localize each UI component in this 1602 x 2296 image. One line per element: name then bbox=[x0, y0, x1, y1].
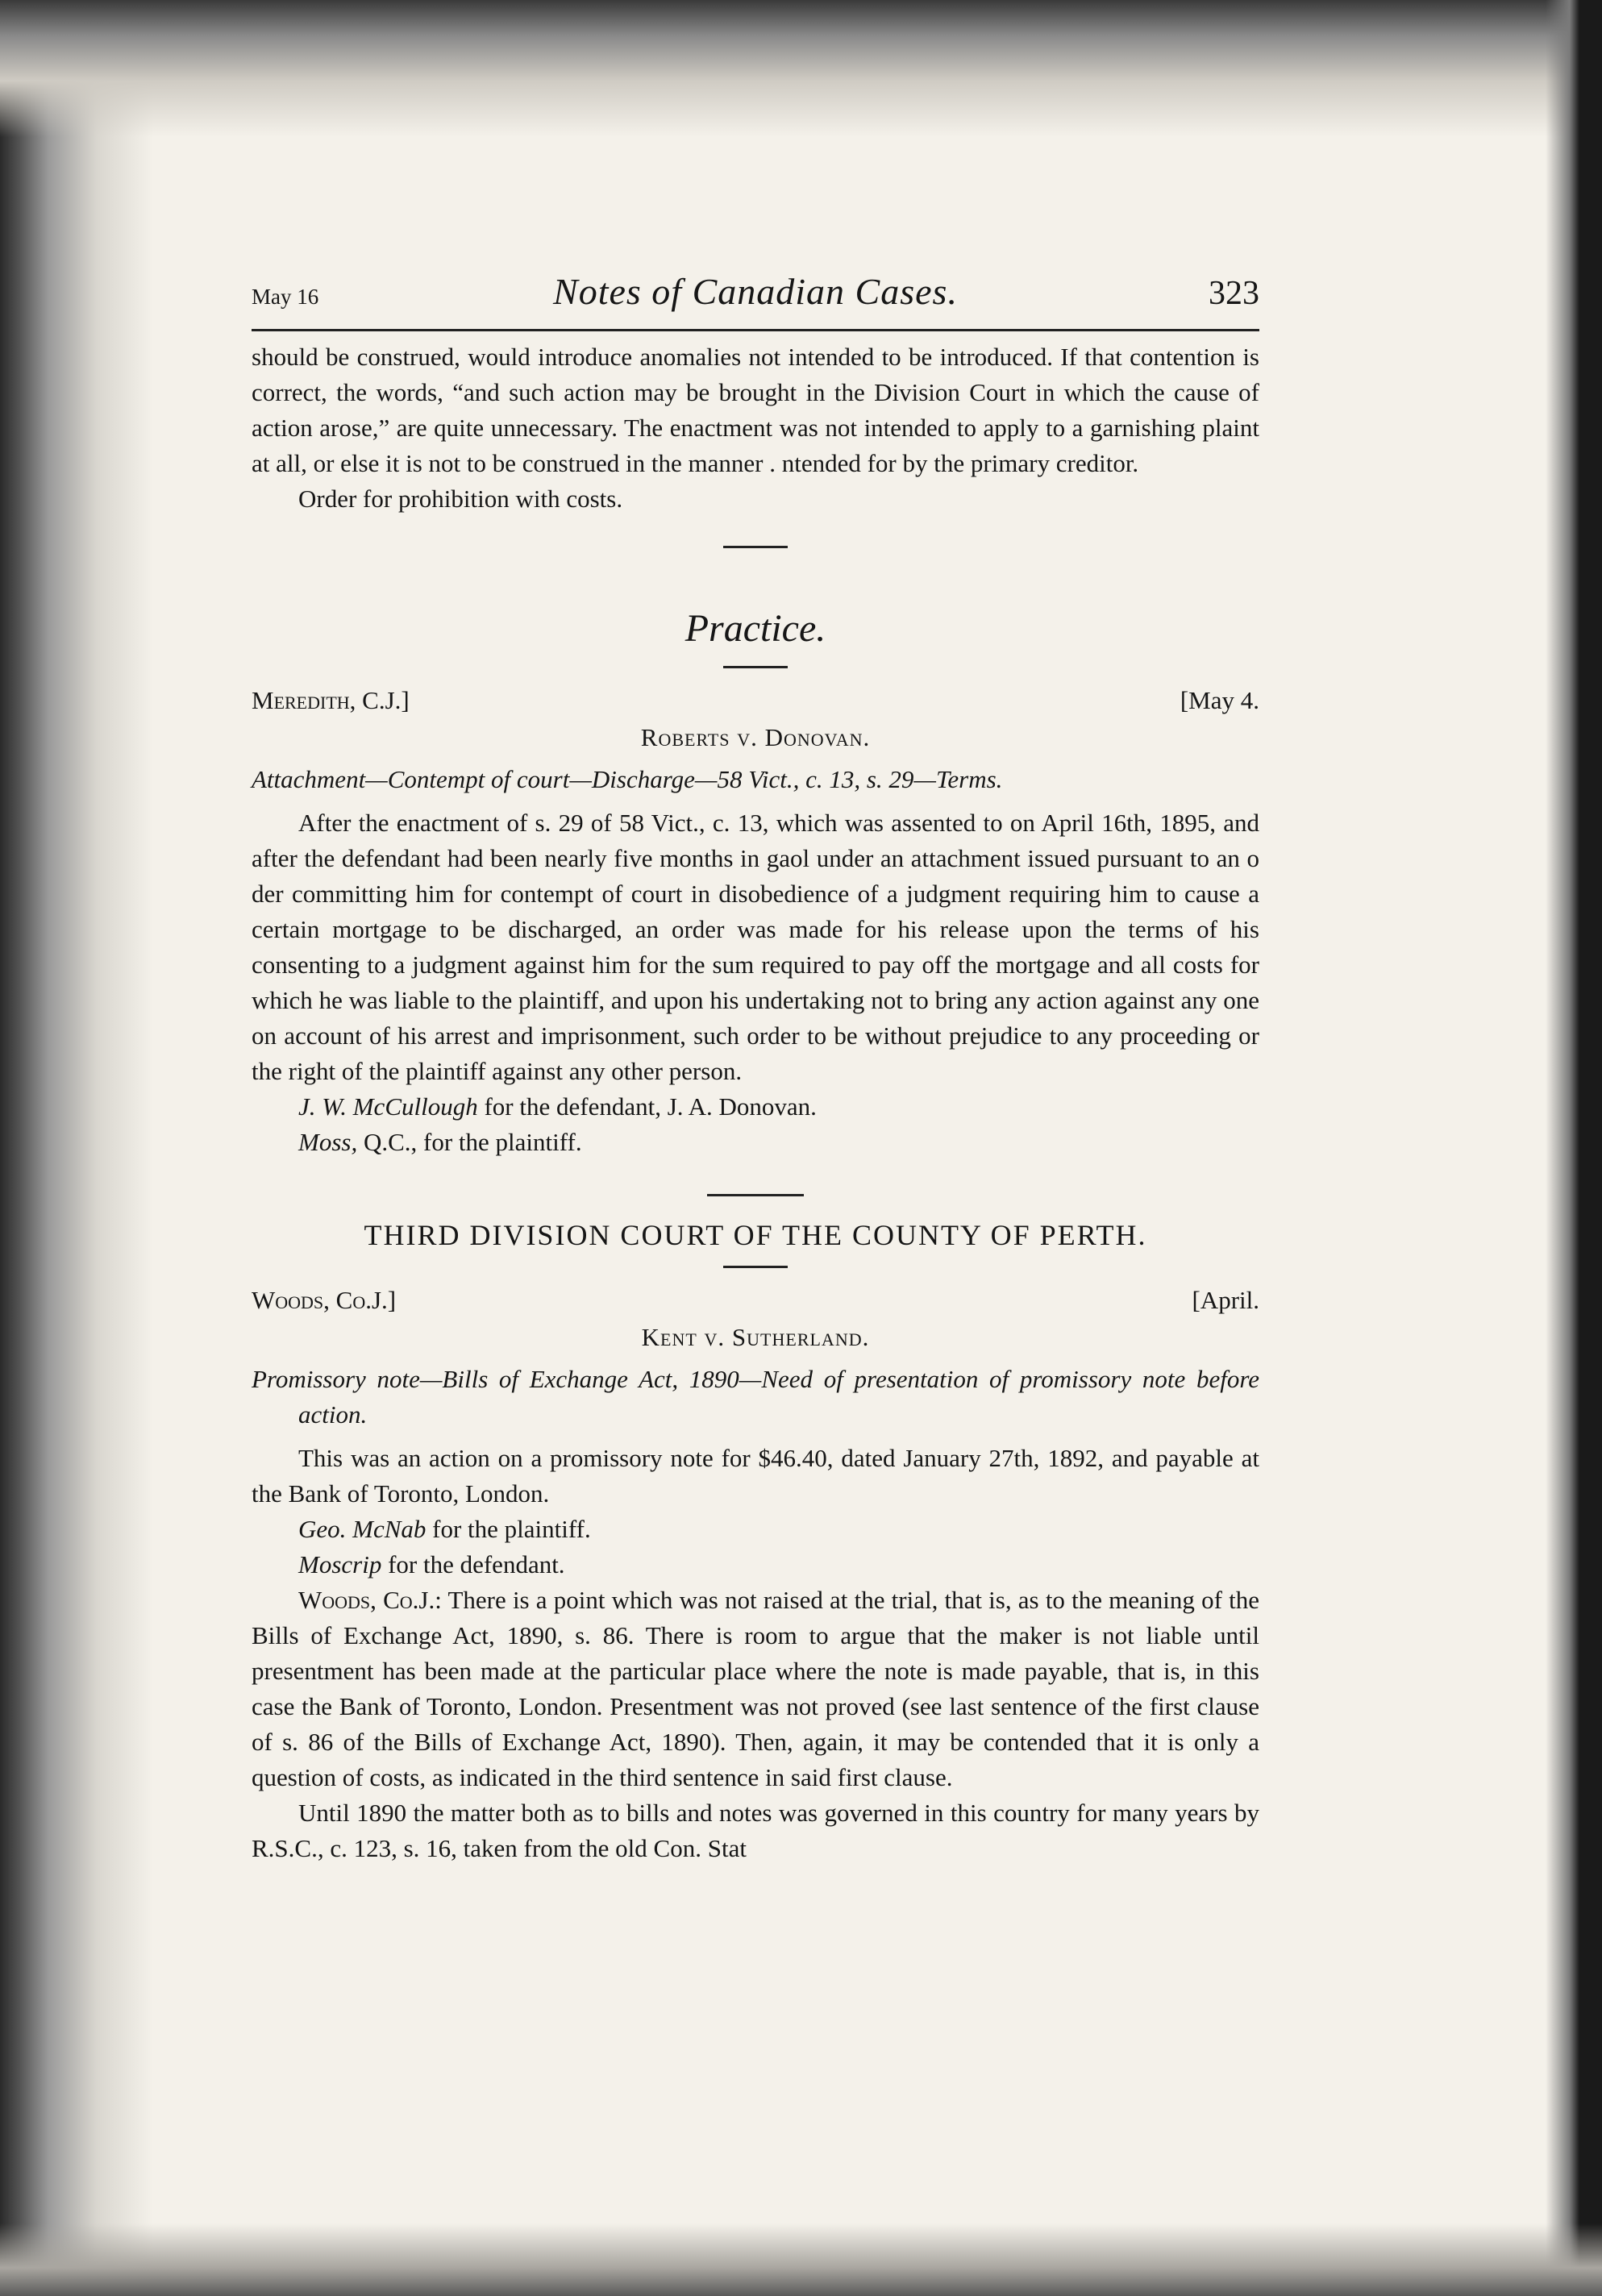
court-title: THIRD DIVISION COURT OF THE COUNTY OF PERTH. bbox=[364, 1219, 1147, 1251]
case-paragraph: This was an action on a promissory note for $46.40, dated January 27th, 1892, and payable at the Bank of Toronto, London. bbox=[252, 1444, 1259, 1508]
judgment-paragraph bbox=[252, 1583, 1259, 1795]
counsel-line bbox=[252, 1547, 1259, 1583]
case-paragraph: Until 1890 the matter both as to bills and notes was governed in this country for many years by R.S.C., c. 123, s. 16, taken from the old Con. Stat bbox=[252, 1799, 1259, 1862]
judge-line bbox=[252, 683, 1259, 718]
case-body: After the enactment of s. 29 of 58 Vict., c. 13, which was assented to on April 16th, 1895, and after the defendant had been nearly five months in gaol under an attachment issued pursuant to an o der committing him for contempt of court in disobedience of a judgment requiring him to cause a certain mortgage to be discharged, an order was made for his release upon the terms of his consenting to a judgment against him for the sum required to pay off the mortgage and all costs for which he was liable to the plaintiff, and upon his undertaking not to bring any action against any one on account of his arrest and imprisonment, such order to be without prejudice to any proceeding or the right of the plaintiff against any other person. bbox=[252, 809, 1259, 1085]
judgment-text: : There is a point which was not raised at the trial, that is, as to the meaning of the Bills of Exchange Act, 1890, s. 86. There is room to argue that the maker is not liable until presentment has been made at the particular place where the note is made payable, that is, in this case the Bank of Toronto, London. Presentment was not proved (see last sentence of the first clause of s. 86 of the Bills of Exchange Act, 1890). Then, again, it may be contended that it is only a question of costs, as indicated in the third sentence in said first clause. bbox=[252, 1586, 1259, 1791]
decision-date: [April. bbox=[1192, 1286, 1259, 1314]
section-divider-small bbox=[723, 666, 788, 668]
counsel-line bbox=[252, 1089, 1259, 1125]
scan-shadow-right bbox=[1546, 0, 1602, 2296]
section-divider bbox=[723, 546, 788, 548]
section-divider bbox=[707, 1194, 804, 1196]
decision-date: [May 4. bbox=[1180, 686, 1259, 714]
page-number: 323 bbox=[1209, 275, 1259, 312]
counsel-name: Moscrip bbox=[298, 1550, 382, 1578]
case-name: Roberts v. Donovan. bbox=[640, 723, 871, 751]
judge-name: Woods, Co.J.] bbox=[252, 1286, 397, 1314]
headnote: Attachment—Contempt of court—Discharge—58 Vict., c. 13, s. 29—Terms. bbox=[252, 765, 1003, 793]
header-date: May 16 bbox=[252, 285, 319, 309]
counsel-line bbox=[252, 1125, 1259, 1160]
continuation-paragraph: should be construed, would introduce anomalies not intended to be introduced. If that contention is correct, the words, “and such action may be brought in the Division Court in which the cause of action arose,” are quite unnecessary. The enactment was not intended to apply to a garnishing plaint at all, or else it is not to be construed in the manner . ntended for by the primary creditor. bbox=[252, 343, 1259, 477]
header-title: Notes of Canadian Cases. bbox=[553, 271, 958, 312]
headnote: Promissory note—Bills of Exchange Act, 1890—Need of presentation of promissory note before action. bbox=[252, 1365, 1259, 1429]
judge-name: Meredith, C.J.] bbox=[252, 686, 410, 714]
scan-shadow-top bbox=[0, 0, 1602, 137]
counsel-line bbox=[252, 1512, 1259, 1547]
section-title-practice: Practice. bbox=[684, 607, 826, 650]
counsel-role: for the plaintiff. bbox=[426, 1515, 591, 1543]
case-name: Kent v. Sutherland. bbox=[641, 1323, 870, 1351]
judge-line bbox=[252, 1283, 1259, 1318]
scan-shadow-left bbox=[0, 0, 153, 2296]
counsel-name: Moss, bbox=[298, 1128, 358, 1156]
document-page bbox=[252, 271, 1259, 1866]
continuation-order: Order for prohibition with costs. bbox=[298, 485, 623, 513]
counsel-role: for the defendant. bbox=[381, 1550, 565, 1578]
scan-shadow-bottom bbox=[0, 2223, 1602, 2296]
counsel-role: Q.C., for the plaintiff. bbox=[357, 1128, 582, 1156]
counsel-role: for the defendant, J. A. Donovan. bbox=[477, 1092, 817, 1121]
section-divider-small bbox=[723, 1266, 788, 1268]
running-head bbox=[252, 271, 1259, 331]
counsel-name: J. W. McCullough bbox=[298, 1092, 478, 1121]
judgment-speaker: Woods, Co.J. bbox=[298, 1586, 435, 1614]
counsel-name: Geo. McNab bbox=[298, 1515, 427, 1543]
